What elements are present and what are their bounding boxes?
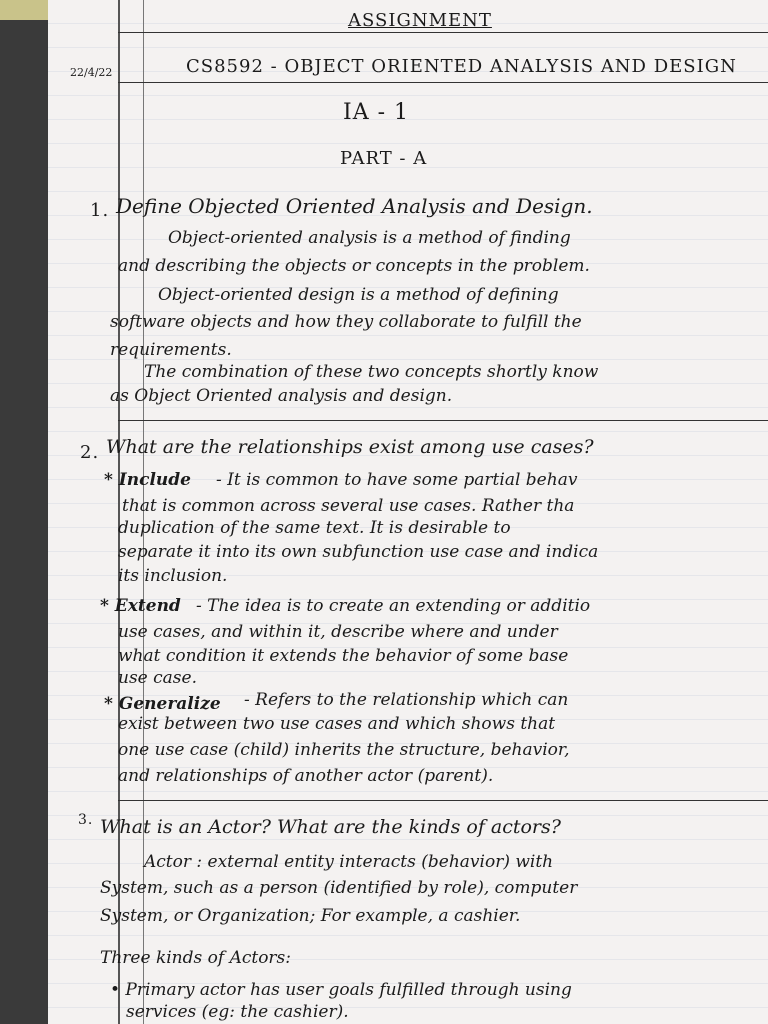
answer-line: and describing the objects or concepts in the problem. [118, 256, 590, 276]
question-text: What are the relationships exist among use cases? [106, 436, 594, 458]
divider [118, 800, 768, 801]
part-heading: PART - A [340, 148, 428, 169]
divider [118, 82, 768, 83]
answer-line: Actor : external entity interacts (behavior) with [144, 852, 554, 872]
answer-line: • Primary actor has user goals fulfilled through using [110, 980, 572, 1000]
question-number: 1. [90, 200, 110, 221]
answer-line: System, such as a person (identified by role), computer [100, 878, 578, 898]
term-generalize: * Generalize [104, 694, 221, 714]
answer-line: Three kinds of Actors: [100, 948, 292, 968]
answer-line: duplication of the same text. It is desirable to [118, 518, 511, 538]
divider [118, 32, 768, 33]
answer-line: separate it into its own subfunction use case and indica [118, 542, 599, 562]
question-text: Define Objected Oriented Analysis and Design. [116, 194, 593, 218]
page-corner [0, 0, 48, 20]
answer-line: its inclusion. [118, 566, 228, 586]
answer-line: System, or Organization; For example, a cashier. [100, 906, 521, 926]
answer-line: software objects and how they collaborate to fulfill the [110, 312, 582, 332]
answer-line: what condition it extends the behavior of some base [118, 646, 569, 666]
answer-line: services (eg: the cashier). [126, 1002, 349, 1022]
term-extend: * Extend [100, 596, 181, 616]
answer-line: use cases, and within it, describe where and under [118, 622, 558, 642]
assignment-heading: ASSIGNMENT [348, 10, 492, 31]
answer-line: requirements. [110, 340, 232, 360]
answer-line: - Refers to the relationship which can [244, 690, 569, 710]
question-text: What is an Actor? What are the kinds of actors? [100, 816, 561, 838]
answer-line: use case. [118, 668, 197, 688]
question-number: 2. [80, 442, 100, 463]
ia-heading: IA - 1 [343, 100, 409, 125]
term-include: * Include [104, 470, 191, 490]
date-label: 22/4/22 [70, 66, 113, 79]
answer-line: exist between two use cases and which shows that [118, 714, 556, 734]
answer-line: The combination of these two concepts shortly know [144, 362, 599, 382]
question-number: 3. [78, 812, 94, 828]
margin-line [118, 0, 120, 1024]
answer-line: one use case (child) inherits the structure, behavior, [118, 740, 570, 760]
divider [118, 420, 768, 421]
answer-line: Object-oriented design is a method of defining [158, 285, 559, 305]
answer-line: Object-oriented analysis is a method of finding [168, 228, 571, 248]
answer-line: - It is common to have some partial behav [216, 470, 578, 490]
notebook-page [48, 0, 768, 1024]
answer-line: - The idea is to create an extending or additio [196, 596, 591, 616]
course-title: CS8592 - OBJECT ORIENTED ANALYSIS AND DESIGN [186, 56, 737, 77]
answer-line: and relationships of another actor (parent). [118, 766, 494, 786]
answer-line: as Object Oriented analysis and design. [110, 386, 453, 406]
answer-line: that is common across several use cases. Rather tha [122, 496, 575, 516]
